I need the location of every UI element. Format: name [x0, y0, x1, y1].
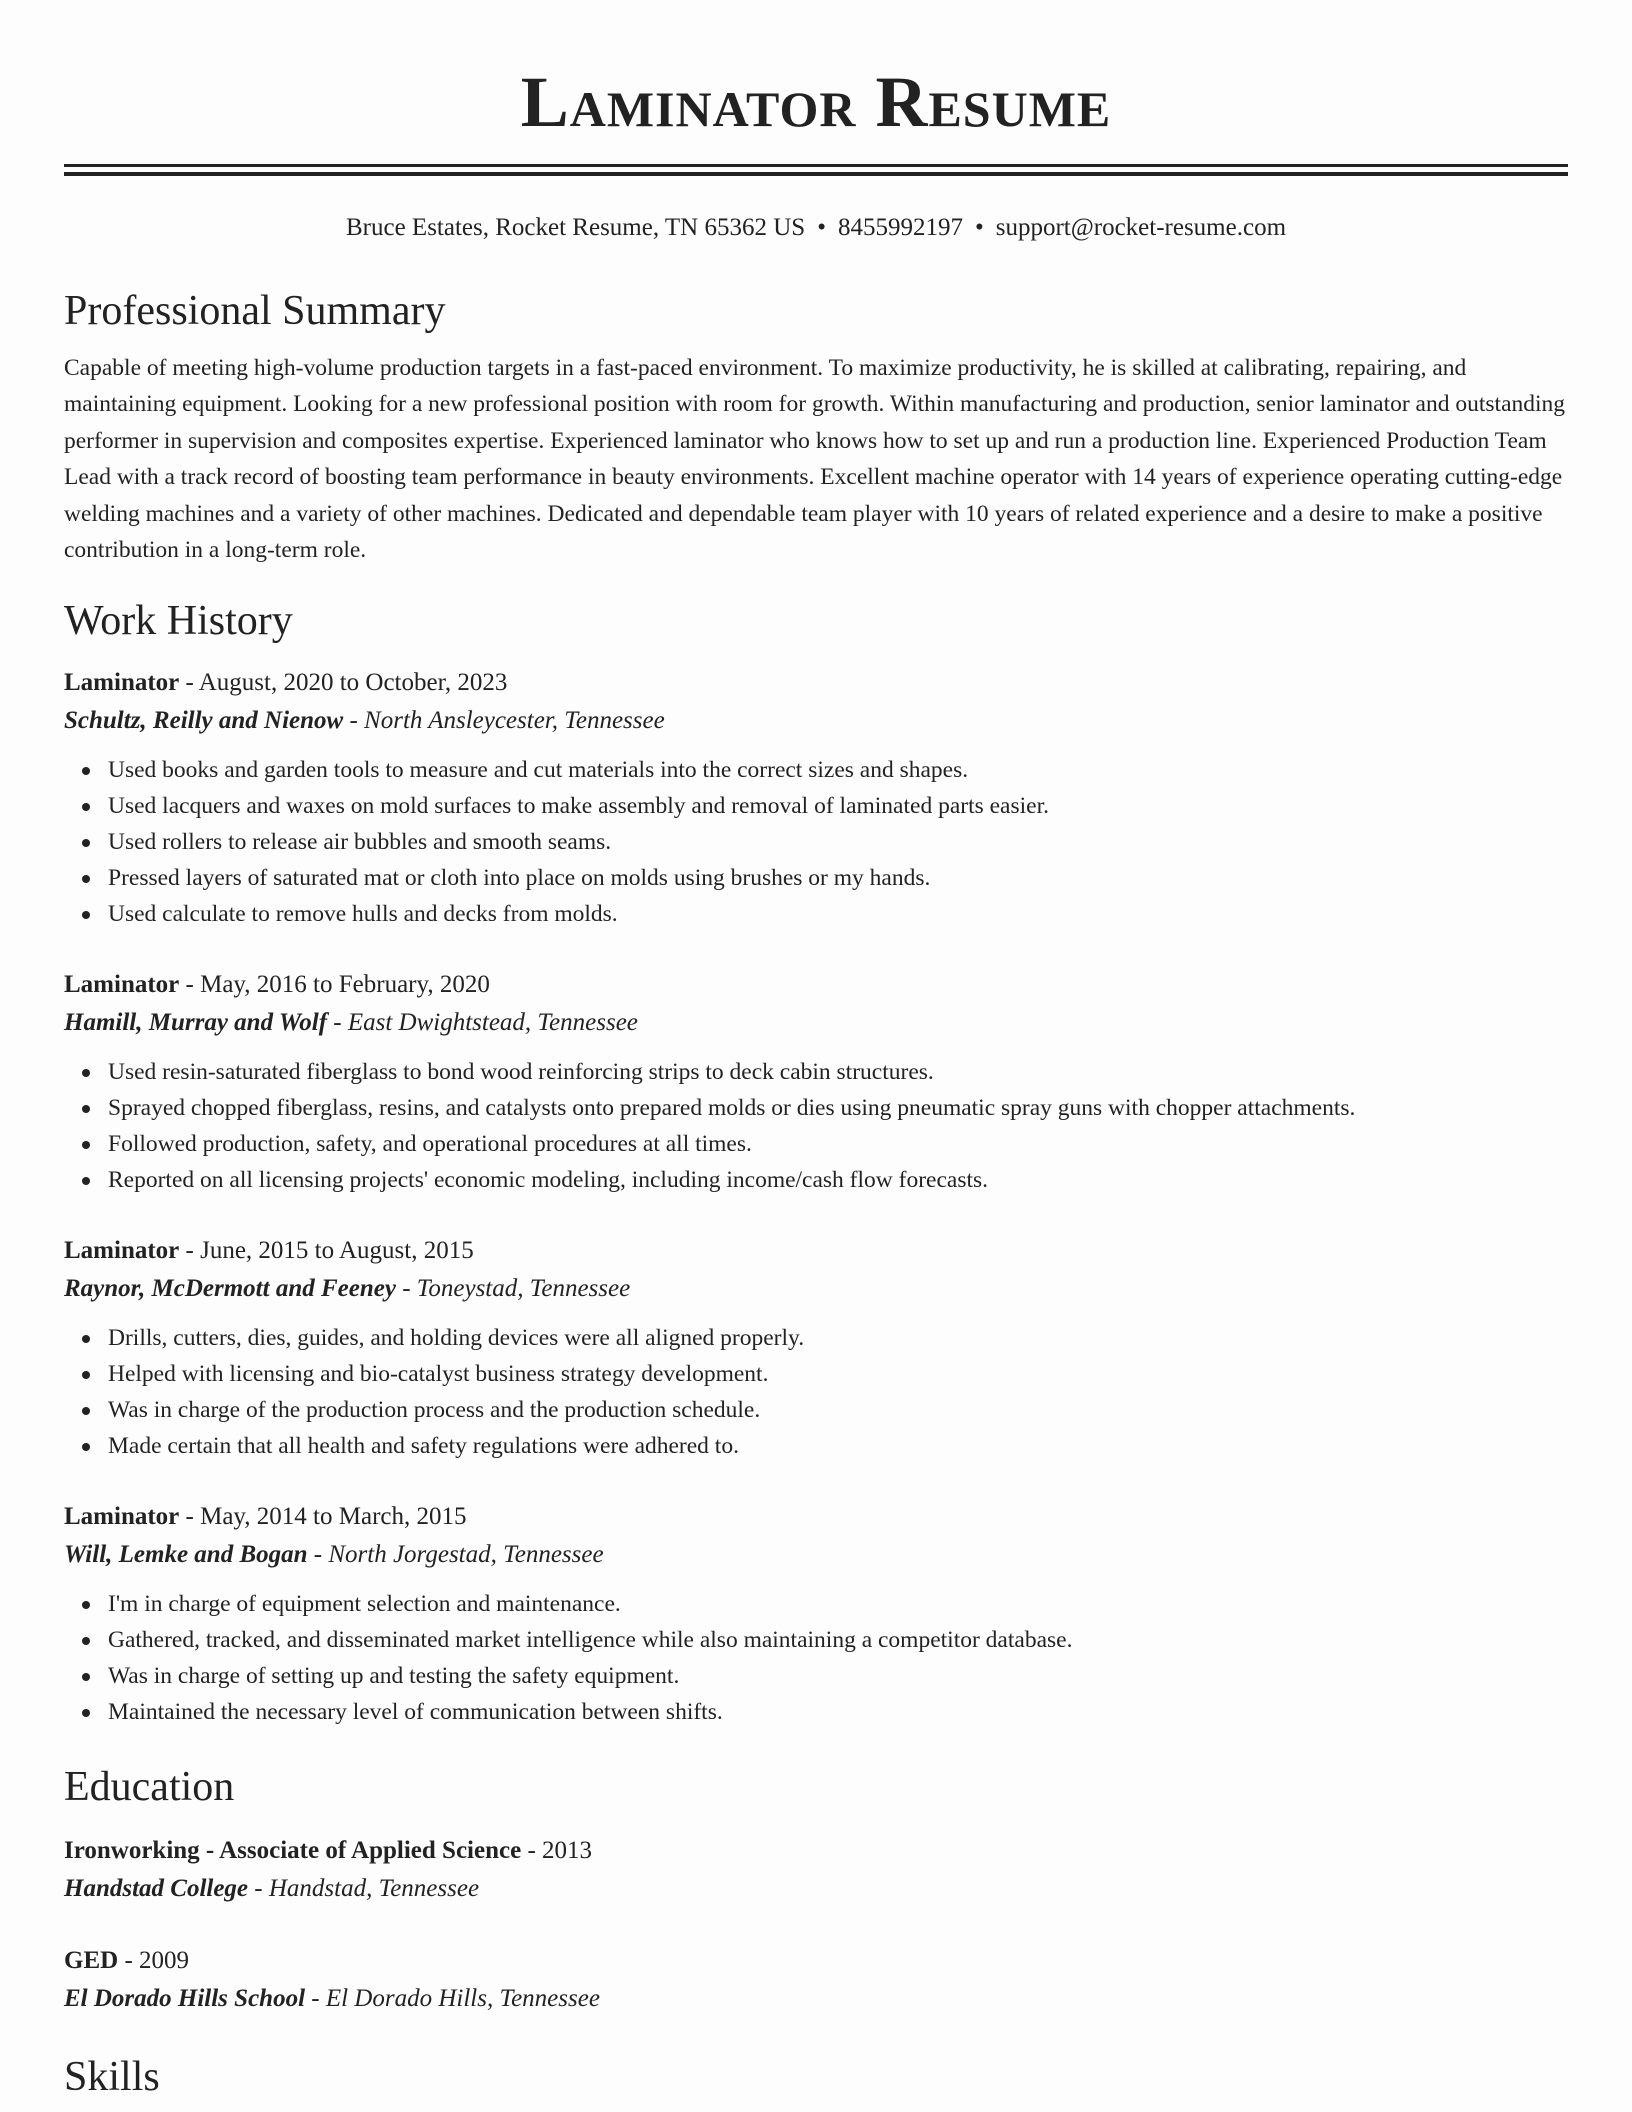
job-entry: [64, 1498, 1568, 1730]
list-item: Gathered, tracked, and disseminated market intelligence while also maintaining a competitor database.: [108, 1622, 1568, 1658]
job-title-line: Laminator - May, 2016 to February, 2020: [64, 971, 490, 999]
education-entry: [64, 1942, 1568, 2018]
list-item: Used books and garden tools to measure and cut materials into the correct sizes and shapes.: [108, 752, 1568, 788]
contact-separator: •: [817, 214, 826, 241]
degree-year: 2013: [542, 1837, 593, 1865]
job-dates: August, 2020 to October, 2023: [198, 669, 508, 697]
list-item: Used rollers to release air bubbles and smooth seams.: [108, 824, 1568, 860]
job-location: Toneystad, Tennessee: [416, 1275, 631, 1303]
job-entry: [64, 1232, 1568, 1464]
contact-line: [64, 212, 1568, 244]
resume-page: [64, 0, 1568, 2102]
job-title: Laminator: [64, 1237, 180, 1265]
job-title-line: Laminator - August, 2020 to October, 2023: [64, 669, 508, 697]
list-item: Used resin-saturated fiberglass to bond wood reinforcing strips to deck cabin structures.: [108, 1054, 1568, 1090]
education-heading: Education: [64, 1764, 235, 1811]
job-duties: [64, 1320, 1568, 1464]
list-item: I'm in charge of equipment selection and maintenance.: [108, 1586, 1568, 1622]
job-location: East Dwightstead, Tennessee: [347, 1009, 638, 1037]
list-item: Used lacquers and waxes on mold surfaces to make assembly and removal of laminated parts easier.: [108, 788, 1568, 824]
job-dates: June, 2015 to August, 2015: [200, 1237, 474, 1265]
school-line: El Dorado Hills School - El Dorado Hills, Tennessee: [64, 1985, 600, 2013]
divider-line-bottom: [64, 172, 1568, 176]
job-title: Laminator: [64, 1503, 180, 1531]
job-company-line: Will, Lemke and Bogan - North Jorgestad, Tennessee: [64, 1541, 604, 1569]
school-name: Handstad College: [64, 1875, 249, 1903]
skills-heading: Skills: [64, 2054, 160, 2101]
list-item: Followed production, safety, and operational procedures at all times.: [108, 1126, 1568, 1162]
school-name: El Dorado Hills School: [64, 1985, 306, 2013]
list-item: Drills, cutters, dies, guides, and holding devices were all aligned properly.: [108, 1320, 1568, 1356]
job-location: North Ansleycester, Tennessee: [364, 707, 665, 735]
degree-name: GED: [64, 1947, 119, 1975]
job-company: Will, Lemke and Bogan: [64, 1541, 308, 1569]
degree-name: Ironworking - Associate of Applied Science: [64, 1837, 522, 1865]
job-duties: [64, 1054, 1568, 1198]
degree-line: GED - 2009: [64, 1947, 190, 1975]
job-company-line: Raynor, McDermott and Feeney - Toneystad, Tennessee: [64, 1275, 631, 1303]
job-location: North Jorgestad, Tennessee: [328, 1541, 604, 1569]
contact-address: Bruce Estates, Rocket Resume, TN 65362 US: [345, 214, 806, 241]
job-company-line: Hamill, Murray and Wolf - East Dwightstead, Tennessee: [64, 1009, 638, 1037]
work-history-heading: Work History: [64, 598, 293, 645]
job-entry: [64, 664, 1568, 932]
school-line: Handstad College - Handstad, Tennessee: [64, 1875, 480, 1903]
job-company: Raynor, McDermott and Feeney: [64, 1275, 396, 1303]
list-item: Was in charge of the production process and the production schedule.: [108, 1392, 1568, 1428]
list-item: Was in charge of setting up and testing the safety equipment.: [108, 1658, 1568, 1694]
education-entry: [64, 1832, 1568, 1908]
summary-text: Capable of meeting high-volume production targets in a fast-paced environment. To maximize productivity, he is skilled at calibrating, repairing, and maintaining equipment. Looking for a new professional position with room for growth. Within manufacturing and production, senior laminator and outstanding performer in supervision and composites expertise. Experienced laminator who knows how to set up and run a production line. Experienced Production Team Lead with a track record of boosting team performance in beauty environments. Excellent machine operator with 14 years of experience operating cutting-edge welding machines and a variety of other machines. Dedicated and dependable team player with 10 years of related experience and a desire to make a positive contribution in a long-term role.: [64, 355, 1566, 564]
list-item: Reported on all licensing projects' economic modeling, including income/cash flow forecasts.: [108, 1162, 1568, 1198]
school-location: El Dorado Hills, Tennessee: [325, 1985, 600, 2013]
resume-title: Laminator Resume: [520, 62, 1112, 142]
job-duties: [64, 1586, 1568, 1730]
job-company-line: Schultz, Reilly and Nienow - North Ansleycester, Tennessee: [64, 707, 665, 735]
list-item: Used calculate to remove hulls and decks from molds.: [108, 896, 1568, 932]
job-entry: [64, 966, 1568, 1198]
degree-line: Ironworking - Associate of Applied Science - 2013: [64, 1837, 593, 1865]
job-dates: May, 2016 to February, 2020: [200, 971, 490, 999]
job-company: Hamill, Murray and Wolf: [64, 1009, 328, 1037]
list-item: Maintained the necessary level of communication between shifts.: [108, 1694, 1568, 1730]
title-divider: [64, 164, 1568, 176]
school-location: Handstad, Tennessee: [268, 1875, 480, 1903]
job-title-line: Laminator - May, 2014 to March, 2015: [64, 1503, 467, 1531]
list-item: Sprayed chopped fiberglass, resins, and catalysts onto prepared molds or dies using pneumatic spray guns with chopper attachments.: [108, 1090, 1568, 1126]
job-title: Laminator: [64, 971, 180, 999]
contact-separator: •: [974, 214, 984, 241]
contact-phone: 8455992197: [837, 214, 963, 241]
contact-email: support@rocket-resume.com: [995, 214, 1287, 241]
degree-year: 2009: [139, 1947, 190, 1975]
list-item: Helped with licensing and bio-catalyst business strategy development.: [108, 1356, 1568, 1392]
job-title: Laminator: [64, 669, 180, 697]
summary-heading: Professional Summary: [64, 288, 446, 334]
job-company: Schultz, Reilly and Nienow: [64, 707, 344, 735]
list-item: Pressed layers of saturated mat or cloth into place on molds using brushes or my hands.: [108, 860, 1568, 896]
job-title-line: Laminator - June, 2015 to August, 2015: [64, 1237, 474, 1265]
job-dates: May, 2014 to March, 2015: [200, 1503, 467, 1531]
job-duties: [64, 752, 1568, 932]
list-item: Made certain that all health and safety regulations were adhered to.: [108, 1428, 1568, 1464]
divider-line-top: [64, 164, 1568, 167]
